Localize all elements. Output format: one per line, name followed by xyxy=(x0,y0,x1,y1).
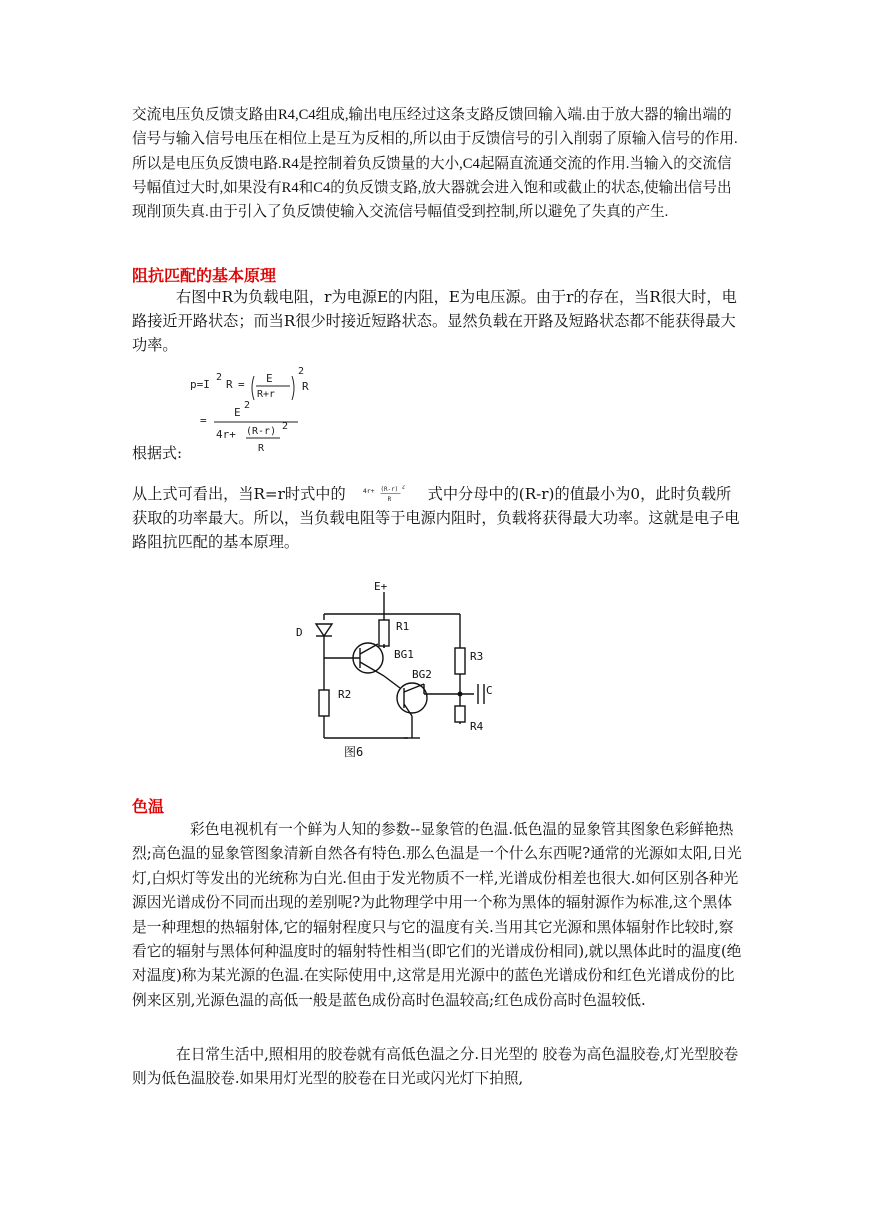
inline-denominator-formula xyxy=(346,485,428,505)
label-C: C xyxy=(486,684,493,697)
formula-E: E xyxy=(266,372,273,385)
label-supply: E+ xyxy=(374,580,388,593)
formula-exp: 2 xyxy=(216,372,223,383)
formula-exp3: 2 xyxy=(244,400,251,411)
label-R2: R2 xyxy=(338,688,352,701)
formula-exp4: 2 xyxy=(282,421,289,432)
inline-exp: 2 xyxy=(401,485,405,491)
formula-eq2: = xyxy=(200,414,207,427)
formula-4r-plus: 4r+ xyxy=(216,428,236,441)
color-temp-paragraph-1: 彩色电视机有一个鲜为人知的参数--显象管的色温.低色温的显象管其图象色彩鲜艳热烈;高色温的显象管图象清新自然各有特色.那么色温是一个什么东西呢?通常的光源如太阳,日光灯,白炽灯等发出的光统称为白光.但由于发光物质不一样,光谱成份相差也很大.如何区别各种光源因光谱成份不同而出现的差别呢?为此物理学中用一个称为黑体的辐射源作为标准,这个黑体是一种理想的热辐射体,它的辐射程度只与它的温度有关.当用其它光源和黑体辐射作比较时,察看它的辐射与黑体何种温度时的辐射特性相当(即它们的光谱成份相同),就以黑体此时的温度(绝对温度)称为某光源的色温.在实际使用中,这常是用光源中的蓝色光谱成份和红色光谱成份的比例来区别,光源色温的高低一般是蓝色成份高时色温较高;红色成份高时色温较低. xyxy=(132,821,742,1009)
formula-R1: R xyxy=(226,378,233,391)
label-R3: R3 xyxy=(470,650,484,663)
formula-exp2: 2 xyxy=(298,366,305,377)
heading-color-temperature: 色温 xyxy=(132,797,165,816)
label-BG2: BG2 xyxy=(412,668,432,681)
color-temp-paragraph-2: 在日常生活中,照相用的胶卷就有高低色温之分.日光型的 胶卷为高色温胶卷,灯光型胶卷则为低色温胶卷.如果用灯光型的胶卷在日光或闪光灯下拍照, xyxy=(132,1046,739,1088)
formula-eq1: = xyxy=(238,378,245,391)
inline-4r-plus: 4r+ xyxy=(362,487,375,496)
basis-label: 根据式: xyxy=(132,444,183,462)
formula-E2: E xyxy=(234,406,241,419)
formula-R-minus-r: (R-r) xyxy=(246,426,277,437)
formula-R-plus-r: R+r xyxy=(257,389,276,400)
inline-R-minus-r: (R-r) xyxy=(380,486,398,493)
formula-R3: R xyxy=(258,443,265,454)
circuit-diagram xyxy=(288,578,518,768)
formula-R2: R xyxy=(302,380,309,393)
label-R1: R1 xyxy=(396,620,410,633)
impedance-intro-paragraph: 右图中R为负载电阻，r为电源E的内阻，E为电压源。由于r的存在，当R很大时，电路接近开路状态；而当R很少时接近短路状态。显然负载在开路及短路状态都不能获得最大功率。 xyxy=(132,288,737,354)
conclusion-paragraph xyxy=(132,482,742,554)
heading-impedance-matching: 阻抗匹配的基本原理 xyxy=(132,266,277,285)
figure-caption: 图6 xyxy=(344,745,364,759)
inline-R: R xyxy=(387,496,391,503)
label-R4: R4 xyxy=(470,720,484,733)
formula-p-eq-i: p=I xyxy=(190,378,210,391)
label-D: D xyxy=(296,626,303,639)
conclusion-text-after: 式中分母中的(R-r)的值最小为0，此时负载所获取的功率最大。所以，当负载电阻等于电源内阻时，负载将获得最大功率。这就是电子电路阻抗匹配的基本原理。 xyxy=(132,485,740,551)
feedback-paragraph: 交流电压负反馈支路由R4,C4组成,输出电压经过这条支路反馈回输入端.由于放大器的输出端的信号与输入信号电压在相位上是互为反相的,所以由于反馈信号的引入削弱了原输入信号的作用.所以是电压负反馈电路.R4是控制着负反馈量的大小,C4起隔直流通交流的作用.当输入的交流信号幅值过大时,如果没有R4和C4的负反馈支路,放大器就会进入饱和或截止的状态,使输出信号出现削顶失真.由于引入了负反馈使输入交流信号幅值受到控制,所以避免了失真的产生. xyxy=(132,107,738,221)
label-BG1: BG1 xyxy=(394,648,414,661)
power-formula xyxy=(190,362,330,458)
conclusion-text-before: 从上式可看出，当R=r时式中的 xyxy=(132,485,346,503)
